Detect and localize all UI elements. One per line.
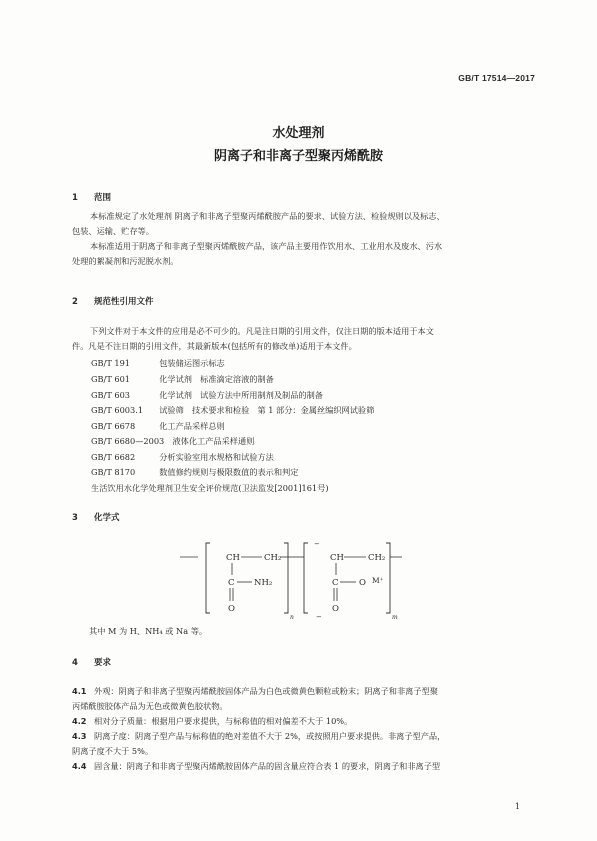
reference-title: 化学试剂 标准滴定溶液的制备: [159, 374, 274, 384]
nh2: NH₂: [254, 578, 273, 588]
reference-title: 生活饮用水化学处理剂卫生安全评价规范(卫法监发[2001]161号): [91, 483, 329, 493]
reference-title: 化学试剂 试验方法中所用制剂及制品的制备: [159, 390, 323, 400]
reference-title: 液体化工产品采样通则: [172, 436, 255, 446]
reference-item: [91, 421, 225, 432]
section-title: 规范性引用文件: [94, 297, 154, 307]
right-bracket-open: [304, 543, 308, 613]
reference-title: 化工产品采样总则: [159, 421, 225, 431]
ch2-left: CH₂: [264, 553, 282, 563]
reference-item: [91, 467, 298, 478]
reference-code: GB/T 191: [91, 358, 131, 368]
section-1-para-1-line-2: 包装、运输、贮存等。: [72, 226, 154, 236]
reference-code: GB/T 6680—2003: [91, 436, 165, 446]
section-2-intro-line-1: 下列文件对于本文件的应用是必不可少的。凡是注日期的引用文件，仅注日期的版本适用于本文: [90, 326, 434, 336]
o-minus: O: [359, 578, 366, 588]
item-text: 外观：阴离子和非离子型聚丙烯酰胺固体产品为白色或微黄色颗粒或粉末；阴离子和非离子型聚: [94, 686, 438, 696]
m-plus: M⁺: [372, 576, 384, 585]
section-number: 4: [72, 658, 78, 668]
reference-item: [91, 452, 274, 463]
reference-title: 包装储运图示标志: [159, 358, 225, 368]
requirement-item: [72, 714, 542, 729]
c-left: C: [228, 578, 235, 588]
document-title: 水处理剂: [272, 126, 325, 141]
requirement-item: [72, 759, 542, 774]
section-number: 2: [72, 297, 78, 307]
reference-item: [91, 405, 374, 416]
reference-item: [91, 483, 329, 494]
reference-code: GB/T 6682: [91, 452, 136, 462]
o-left: O: [228, 604, 235, 614]
reference-item: [91, 390, 323, 401]
reference-code: GB/T 8170: [91, 467, 136, 477]
item-number: 4.1: [72, 686, 87, 696]
reference-code: GB/T 601: [91, 374, 131, 384]
section-4-heading: [72, 656, 111, 668]
minus-mark-bottom: −: [316, 613, 322, 620]
section-title: 范围: [94, 193, 112, 203]
section-number: 3: [72, 513, 78, 523]
reference-title: 数值修约规则与极限数值的表示和判定: [159, 467, 299, 477]
section-title: 要求: [94, 658, 112, 668]
minus-mark-top: −: [314, 540, 320, 548]
section-1-para-2-line-1: 本标准适用于阴离子和非离子型聚丙烯酰胺产品，该产品主要用作饮用水、工业用水及废水、污水: [90, 241, 443, 251]
item-text: 相对分子质量：根据用户要求提供，与标称值的相对偏差不大于 10%。: [94, 716, 353, 726]
page-number: 1: [514, 802, 520, 811]
section-3-heading: [72, 511, 120, 523]
left-bracket-open: [206, 543, 210, 613]
reference-code: GB/T 6003.1: [91, 405, 144, 415]
item-text: 固含量：阴离子和非离子型聚丙烯酰胺固体产品的固含量应符合表 1 的要求，阴离子和非离子型: [94, 761, 441, 771]
requirement-item: [72, 684, 542, 699]
item-number: 4.3: [72, 731, 87, 741]
reference-title: 试验筛 技术要求和检验 第 1 部分：金属丝编织网试验筛: [159, 405, 375, 415]
c-right: C: [332, 578, 339, 588]
subscript-m: m: [392, 614, 398, 620]
section-1-heading: [72, 191, 111, 203]
ch-left: CH: [226, 553, 240, 563]
right-bracket-close: [386, 543, 390, 613]
left-bracket-close: [284, 543, 288, 613]
section-number: 1: [72, 193, 78, 203]
reference-code: GB/T 603: [91, 390, 131, 400]
reference-item: [91, 374, 274, 385]
o-right: O: [332, 604, 339, 614]
reference-code: GB/T 6678: [91, 421, 136, 431]
formula-note: 其中 M 为 H、NH₄ 或 Na 等。: [89, 626, 208, 636]
requirement-item-cont: 阴离子度不大于 5%。: [72, 746, 154, 756]
item-number: 4.4: [72, 761, 87, 771]
section-2-heading: [72, 295, 154, 307]
ch-right: CH: [330, 553, 344, 563]
subscript-n: n: [290, 614, 294, 620]
standard-code: GB/T 17514—2017: [458, 73, 535, 83]
reference-title: 分析实验室用水规格和试验方法: [159, 452, 274, 462]
requirement-item: [72, 729, 542, 744]
section-1-para-1-line-1: 本标准规定了水处理剂 阴离子和非离子型聚丙烯酰胺产品的要求、试验方法、检验规则以及标志、: [90, 211, 445, 221]
ch2-right: CH₂: [368, 553, 386, 563]
structural-formula: [180, 535, 420, 620]
reference-item: [91, 436, 254, 447]
document-subtitle: 阴离子和非离子型聚丙烯酰胺: [213, 149, 383, 164]
item-number: 4.2: [72, 716, 87, 726]
item-text: 阴离子度：阴离子型产品与标称值的绝对差值不大于 2%，或按照用户要求提供。非离子型产品，: [94, 731, 446, 741]
reference-item: [91, 358, 225, 369]
requirement-item-cont: 丙烯酰胺胶体产品为无色或微黄色胶状物。: [72, 701, 228, 711]
section-1-para-2-line-2: 处理的絮凝剂和污泥脱水剂。: [72, 256, 179, 266]
section-2-intro-line-2: 件。凡是不注日期的引用文件，其最新版本(包括所有的修改单)适用于本文件。: [72, 341, 357, 351]
section-title: 化学式: [94, 513, 120, 523]
